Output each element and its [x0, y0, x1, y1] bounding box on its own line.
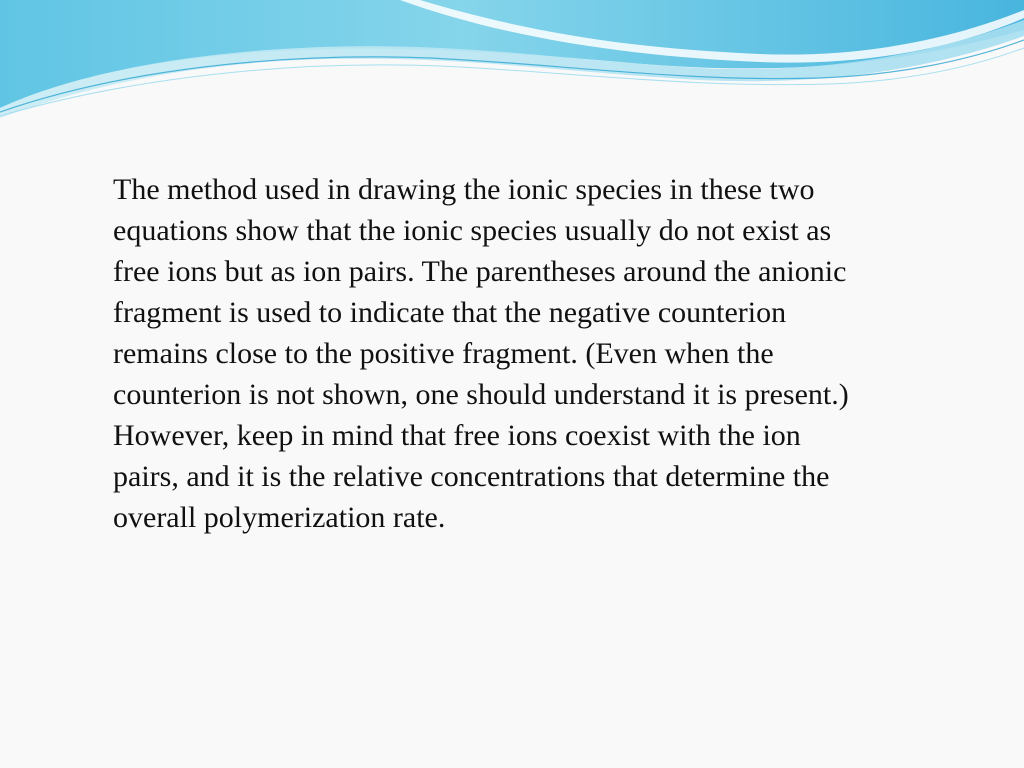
header-wave-decoration [0, 0, 1024, 130]
slide-body-text: The method used in drawing the ionic species in these two equations show that the ionic species usually do not exist as free ions but as ion pairs. The parentheses around the anionic fragment is used to indicate that the negative counterion remains close to the positive fragment. (Even when the counterion is not shown, one should understand it is present.) However, keep in mind that free ions coexist with the ion pairs, and it is the relative concentrations that determine the overall polymerization rate. [113, 173, 849, 534]
